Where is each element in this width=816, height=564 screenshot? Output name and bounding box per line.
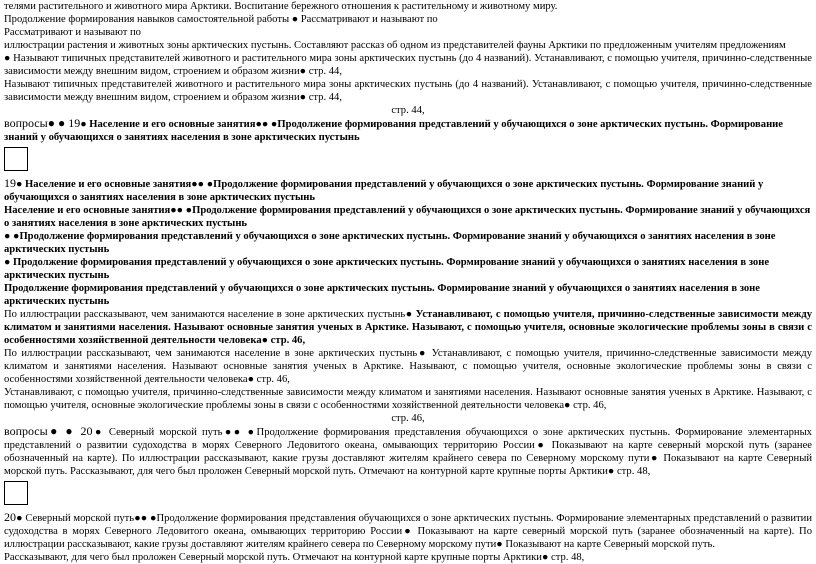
- text-line: Продолжение формирования навыков самостоятельной работы ● Рассматривают и называют по: [4, 14, 438, 25]
- text-line: телями растительного и животного мира Арктики. Воспитание бережного отношения к растительному и животному миру.: [4, 1, 558, 12]
- text-paragraph: [4, 347, 812, 386]
- lesson-heading-19: [4, 117, 812, 144]
- questions-label: вопросы● ● 19: [4, 116, 81, 130]
- lesson-topic: ● Северный морской путь●● ●Продолжение формирования представления обучающихся о зоне арктических пустынь. Формирование элементарных представлений о развитии судоходства в морях Северного Ледовитого океана, омывающих территорию России● Показывают на карте северный морской путь (заранее обозначенный на карте). По иллюстрации рассказывают, какие грузы доставляют жителям крайнего севера по Северному морскому пути● Показывают на карте Северный морской путь.: [4, 513, 812, 550]
- text-line: Население и его основные занятия●● ●Продолжение формирования представлений у обучающихся о зоне арктических пустынь. Формирование знаний у обучающихся о занятиях населения в зоне арктических пустынь: [4, 205, 811, 229]
- text-line: Рассматривают и называют по: [4, 27, 141, 38]
- text-span: ● Устанавливают, с помощью учителя, причинно-следственные зависимости между климатом и занятиями населения. Называют основные занятия ученых в Арктике. Называют, с помощью учителя, основные экологические проблемы зоны в связи с особенностями хозяйственной деятельности человека● стр. 46,: [4, 348, 812, 385]
- text-paragraph: [4, 308, 812, 347]
- text-paragraph: Называют типичных представителей животного и растительного мира зоны арктических пустынь (до 4 названий). Устанавливают, с помощью учителя, причинно-следственные зависимости между внешним видом, строением и образом жизни● стр. 44,: [4, 79, 812, 103]
- lesson-number: 20: [4, 510, 16, 524]
- text-span: По иллюстрации рассказывают, чем занимаются население в зоне арктических пустынь: [4, 309, 406, 320]
- text-line: иллюстрации растения и животных зоны арктических пустынь. Составляют рассказ об одном из представителей фауны Арктики по предложенным учителям предложениям: [4, 40, 786, 51]
- table-cell-box: [4, 481, 28, 505]
- text-span: По иллюстрации рассказывают, чем занимаются население в зоне арктических пустынь: [4, 348, 418, 359]
- text-paragraph: Устанавливают, с помощью учителя, причинно-следственные зависимости между климатом и занятиями населения. Называют основные занятия ученых в Арктике. Называют, с помощью учителя, основные экологические проблемы зоны в связи с особенностями хозяйственной деятельности человека● стр. 46,: [4, 387, 812, 411]
- text-line: ● ●Продолжение формирования представлений у обучающихся о зоне арктических пустынь. Формирование знаний у обучающихся о занятиях населения в зоне арктических пустынь: [4, 231, 776, 255]
- page-ref: стр. 44,: [391, 105, 425, 116]
- text-paragraph: ● Называют типичных представителей животного и растительного мира зоны арктических пустынь (до 4 названий). Устанавливают, с помощью учителя, причинно-следственные зависимости между внешним видом, строением и образом жизни● стр. 44,: [4, 53, 812, 77]
- lesson-row-20: [4, 511, 812, 551]
- lesson-row-19: [4, 177, 812, 204]
- text-line: ● Продолжение формирования представлений у обучающихся о зоне арктических пустынь. Формирование знаний у обучающихся о занятиях населения в зоне арктических пустынь: [4, 257, 770, 281]
- lesson-heading-20: [4, 425, 812, 478]
- page-ref: стр. 46,: [391, 413, 425, 424]
- lesson-number: 19: [4, 176, 16, 190]
- lesson-topic: ● Население и его основные занятия●● ●Продолжение формирования представлений у обучающихся о зоне арктических пустынь. Формирование знаний у обучающихся о занятиях населения в зоне арктических пустынь: [4, 119, 783, 143]
- lesson-topic: ● Население и его основные занятия●● ●Продолжение формирования представлений у обучающихся о зоне арктических пустынь. Формирование знаний у обучающихся о занятиях населения в зоне арктических пустынь: [4, 179, 764, 203]
- lesson-topic: ● Северный морской путь●● ●Продолжение формирования представления обучающихся о зоне арктических пустынь. Формирование элементарных представлений о развитии судоходства в морях Северного Ледовитого океана, омывающих территорию России● Показывают на карте северный морской путь (заранее обозначенный на карте). По иллюстрации рассказывают, какие грузы доставляют жителям крайнего севера по Северному морскому пути● Показывают на карте Северный морской путь. Рассказывают, для чего был проложен Северный морской путь. Отмечают на контурной карте крупные порты Арктики● стр. 48,: [4, 427, 812, 477]
- text-span-bold: ● Устанавливают, с помощью учителя, причинно-следственные зависимости между климатом и занятиями населения. Называют основные занятия ученых в Арктике. Называют, с помощью учителя, основные экологические проблемы зоны в связи с особенностями хозяйственной деятельности человека● стр. 46,: [4, 309, 812, 346]
- text-line: Продолжение формирования представлений у обучающихся о зоне арктических пустынь. Формирование знаний у обучающихся о занятиях населения в зоне арктических пустынь: [4, 283, 760, 307]
- table-cell-box: [4, 147, 28, 171]
- questions-label: вопросы● ● 20: [4, 424, 93, 438]
- text-line: Рассказывают, для чего был проложен Северный морской путь. Отмечают на контурной карте крупные порты Арктики● стр. 48,: [4, 552, 585, 563]
